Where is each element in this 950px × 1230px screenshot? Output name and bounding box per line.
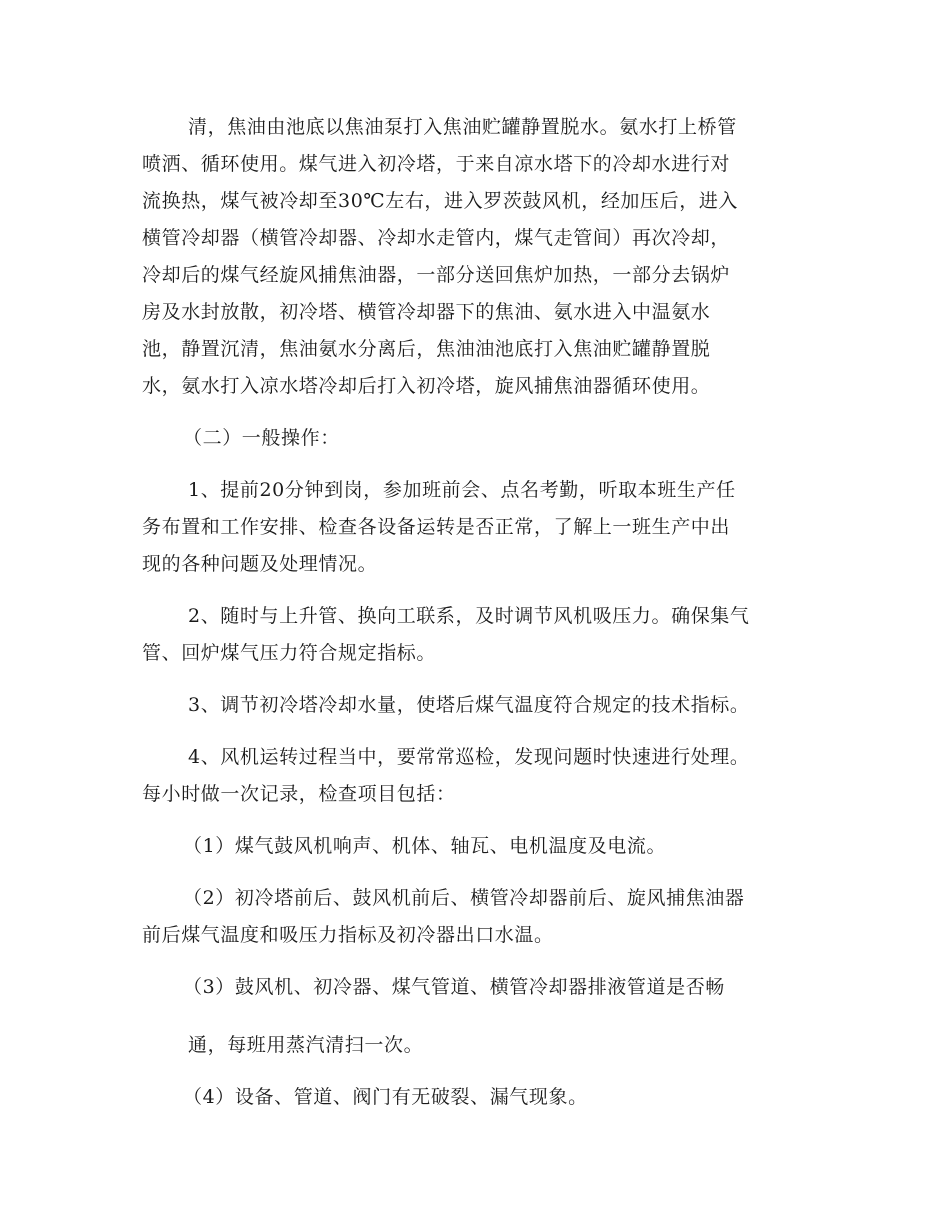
section-heading: （二）一般操作： — [183, 427, 340, 449]
list-item-line: 每小时做一次记录，检查项目包括： — [142, 783, 456, 805]
sub-item-line: 通，每班用蒸汽清扫一次。 — [188, 1034, 424, 1056]
list-item-line: 4、风机运转过程当中，要常常巡检，发现问题时快速进行处理。 — [188, 746, 750, 768]
paragraph-line: 房及水封放散，初冷塔、横管冷却器下的焦油、氨水进入中温氨水 — [142, 301, 711, 323]
paragraph-line: 清，焦油由池底以焦油泵打入焦油贮罐静置脱水。氨水打上桥管 — [188, 116, 737, 138]
paragraph-line: 横管冷却器（横管冷却器、冷却水走管内，煤气走管间）再次冷却， — [142, 227, 731, 249]
paragraph-line: 池，静置沉清，焦油氨水分离后，焦油油池底打入焦油贮罐静置脱 — [142, 338, 711, 360]
sub-item-line: （4）设备、管道、阀门有无破裂、漏气现象。 — [183, 1086, 588, 1108]
list-item-line: 管、回炉煤气压力符合规定指标。 — [142, 642, 437, 664]
paragraph-line: 冷却后的煤气经旋风捕焦油器，一部分送回焦炉加热，一部分去锅炉 — [142, 264, 731, 286]
paragraph-line: 水，氨水打入凉水塔冷却后打入初冷塔，旋风捕焦油器循环使用。 — [142, 375, 711, 397]
list-item-line: 1、提前20分钟到岗，参加班前会、点名考勤，听取本班生产任 — [188, 479, 736, 501]
paragraph-line: 流换热，煤气被冷却至30℃左右，进入罗茨鼓风机，经加压后，进入 — [142, 190, 739, 212]
sub-item-line: （2）初冷塔前后、鼓风机前后、横管冷却器前后、旋风捕焦油器 — [183, 887, 745, 909]
list-item-line: 务布置和工作安排、检查各设备运转是否正常，了解上一班生产中出 — [142, 516, 731, 538]
sub-item-line: （3）鼓风机、初冷器、煤气管道、横管冷却器排液管道是否畅 — [183, 976, 725, 998]
sub-item-line: 前后煤气温度和吸压力指标及初冷器出口水温。 — [142, 924, 554, 946]
sub-item-line: （1）煤气鼓风机响声、机体、轴瓦、电机温度及电流。 — [183, 835, 667, 857]
paragraph-line: 喷洒、循环使用。煤气进入初冷塔，于来自凉水塔下的冷却水进行对 — [142, 153, 731, 175]
list-item-line: 3、调节初冷塔冷却水量，使塔后煤气温度符合规定的技术指标。 — [188, 694, 750, 716]
list-item-line: 现的各种问题及处理情况。 — [142, 553, 378, 575]
list-item-line: 2、随时与上升管、换向工联系，及时调节风机吸压力。确保集气 — [188, 605, 750, 627]
